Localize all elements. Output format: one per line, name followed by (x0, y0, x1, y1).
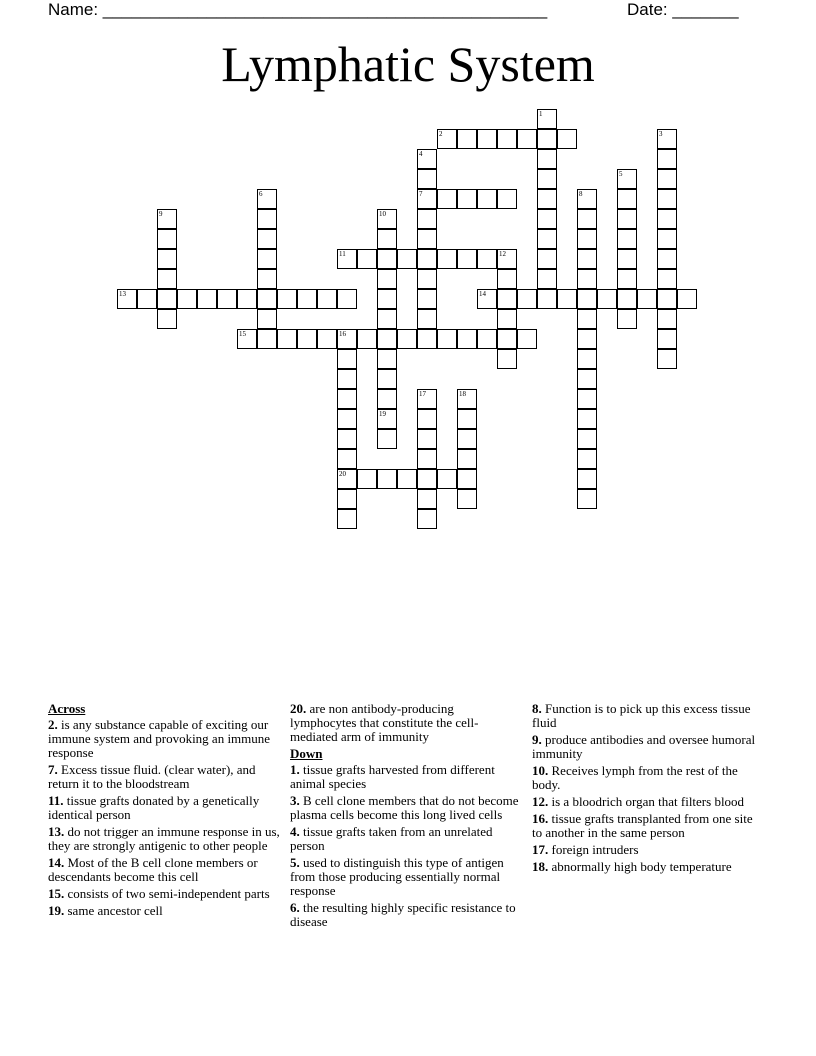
clue-number-label: 9 (159, 210, 163, 218)
grid-cell[interactable] (537, 289, 557, 309)
grid-cell[interactable] (437, 189, 457, 209)
clue-number: 16. (532, 811, 549, 826)
clue-across-2 (48, 718, 280, 760)
grid-cell[interactable] (457, 449, 477, 469)
grid-cell[interactable] (497, 349, 517, 369)
grid-cell[interactable] (417, 489, 437, 509)
grid-cell[interactable] (577, 409, 597, 429)
clue-across-13 (48, 825, 280, 853)
grid-cell[interactable] (417, 429, 437, 449)
clue-down-4 (290, 825, 522, 853)
grid-cell[interactable] (577, 189, 597, 209)
grid-cell[interactable] (597, 289, 617, 309)
clue-number: 5. (290, 855, 300, 870)
date-field-line: Date: _______ (627, 0, 739, 19)
grid-cell[interactable] (417, 309, 437, 329)
grid-cell[interactable] (457, 129, 477, 149)
clue-number-label: 3 (659, 130, 663, 138)
grid-cell[interactable] (297, 289, 317, 309)
grid-cell[interactable] (157, 309, 177, 329)
clue-number-label: 7 (419, 190, 423, 198)
clue-across-15 (48, 887, 280, 901)
grid-cell[interactable] (257, 249, 277, 269)
clue-number-label: 20 (339, 470, 346, 478)
grid-cell[interactable] (337, 369, 357, 389)
grid-cell[interactable] (477, 249, 497, 269)
clue-across-11 (48, 794, 280, 822)
grid-cell[interactable] (457, 489, 477, 509)
clue-number-label: 18 (459, 390, 466, 398)
grid-cell[interactable] (457, 429, 477, 449)
clue-number-label: 5 (619, 170, 623, 178)
clue-text: Most of the B cell clone members or descendants become this cell (48, 855, 258, 884)
grid-cell[interactable] (337, 329, 357, 349)
grid-cell[interactable] (317, 289, 337, 309)
grid-cell[interactable] (377, 349, 397, 369)
clue-across-14 (48, 856, 280, 884)
clue-number-label: 10 (379, 210, 386, 218)
clue-number: 7. (48, 762, 58, 777)
grid-cell[interactable] (577, 289, 597, 309)
grid-cell[interactable] (497, 309, 517, 329)
grid-cell[interactable] (677, 289, 697, 309)
grid-cell[interactable] (417, 149, 437, 169)
grid-cell[interactable] (417, 249, 437, 269)
grid-cell[interactable] (657, 269, 677, 289)
clue-down-17 (532, 843, 764, 857)
grid-cell[interactable] (337, 289, 357, 309)
clue-across-19 (48, 904, 280, 918)
grid-cell[interactable] (377, 249, 397, 269)
clue-text: tissue grafts harvested from different animal species (290, 762, 495, 791)
clue-text: Excess tissue fluid. (clear water), and return it to the bloodstream (48, 762, 256, 791)
clue-number-label: 12 (499, 250, 506, 258)
grid-cell[interactable] (377, 309, 397, 329)
grid-cell[interactable] (377, 209, 397, 229)
clue-number: 14. (48, 855, 65, 870)
grid-cell[interactable] (517, 329, 537, 349)
clue-down-6 (290, 901, 522, 929)
grid-cell[interactable] (457, 409, 477, 429)
grid-cell[interactable] (417, 409, 437, 429)
grid-cell[interactable] (657, 129, 677, 149)
grid-cell[interactable] (237, 289, 257, 309)
grid-cell[interactable] (497, 289, 517, 309)
grid-cell[interactable] (537, 169, 557, 189)
clue-text: produce antibodies and oversee humoral immunity (532, 732, 756, 761)
grid-cell[interactable] (417, 189, 437, 209)
clue-text: is a bloodrich organ that filters blood (551, 794, 745, 809)
grid-cell[interactable] (437, 329, 457, 349)
clue-text: abnormally high body temperature (551, 859, 732, 874)
grid-cell[interactable] (277, 289, 297, 309)
grid-cell[interactable] (657, 149, 677, 169)
clue-number-label: 11 (339, 250, 346, 258)
clue-text: Receives lymph from the rest of the body. (532, 763, 738, 792)
clue-text: tissue grafts taken from an unrelated person (290, 824, 493, 853)
clue-text: is any substance capable of exciting our immune system and provoking an immune response (48, 717, 271, 760)
clue-number-label: 16 (339, 330, 346, 338)
grid-cell[interactable] (657, 169, 677, 189)
grid-cell[interactable] (337, 409, 357, 429)
grid-cell[interactable] (377, 269, 397, 289)
grid-cell[interactable] (497, 329, 517, 349)
grid-cell[interactable] (497, 129, 517, 149)
clues-column-1 (48, 702, 280, 921)
grid-cell[interactable] (417, 469, 437, 489)
grid-cell[interactable] (477, 329, 497, 349)
grid-cell[interactable] (337, 429, 357, 449)
grid-cell[interactable] (377, 389, 397, 409)
clue-text: consists of two semi-independent parts (67, 886, 270, 901)
grid-cell[interactable] (617, 309, 637, 329)
grid-cell[interactable] (157, 229, 177, 249)
grid-cell[interactable] (577, 349, 597, 369)
grid-cell[interactable] (417, 269, 437, 289)
clue-text: do not trigger an immune response in us, they are strongly antigenic to other people (48, 824, 280, 853)
grid-cell[interactable] (157, 249, 177, 269)
grid-cell[interactable] (577, 329, 597, 349)
grid-cell[interactable] (577, 369, 597, 389)
grid-cell[interactable] (657, 189, 677, 209)
clue-number-label: 8 (579, 190, 583, 198)
clue-number-label: 14 (479, 290, 486, 298)
clue-down-10 (532, 764, 764, 792)
grid-cell[interactable] (577, 489, 597, 509)
clue-number-label: 17 (419, 390, 426, 398)
grid-cell[interactable] (237, 329, 257, 349)
grid-cell[interactable] (417, 289, 437, 309)
clues-column-2 (290, 702, 522, 932)
grid-cell[interactable] (637, 289, 657, 309)
grid-cell[interactable] (577, 249, 597, 269)
grid-cell[interactable] (357, 329, 377, 349)
grid-cell[interactable] (377, 289, 397, 309)
grid-cell[interactable] (257, 309, 277, 329)
grid-cell[interactable] (577, 429, 597, 449)
grid-cell[interactable] (657, 309, 677, 329)
clue-text: the resulting highly specific resistance to disease (290, 900, 516, 929)
grid-cell[interactable] (177, 289, 197, 309)
clue-down-8 (532, 702, 764, 730)
grid-cell[interactable] (317, 329, 337, 349)
clue-down-3 (290, 794, 522, 822)
clue-number: 2. (48, 717, 58, 732)
grid-cell[interactable] (497, 189, 517, 209)
clue-number: 6. (290, 900, 300, 915)
grid-cell[interactable] (457, 249, 477, 269)
grid-cell[interactable] (477, 189, 497, 209)
grid-cell[interactable] (657, 229, 677, 249)
clue-down-5 (290, 856, 522, 898)
grid-cell[interactable] (557, 289, 577, 309)
clue-text: tissue grafts transplanted from one site to another in the same person (532, 811, 753, 840)
grid-cell[interactable] (617, 189, 637, 209)
clue-number-label: 6 (259, 190, 263, 198)
grid-cell[interactable] (477, 129, 497, 149)
grid-cell[interactable] (257, 289, 277, 309)
clue-text: B cell clone members that do not become plasma cells become this long lived cells (290, 793, 519, 822)
grid-cell[interactable] (537, 129, 557, 149)
grid-cell[interactable] (657, 249, 677, 269)
grid-cell[interactable] (617, 169, 637, 189)
grid-cell[interactable] (617, 229, 637, 249)
grid-cell[interactable] (537, 209, 557, 229)
clue-number-label: 13 (119, 290, 126, 298)
grid-cell[interactable] (537, 149, 557, 169)
grid-cell[interactable] (357, 249, 377, 269)
grid-cell[interactable] (377, 329, 397, 349)
grid-cell[interactable] (457, 469, 477, 489)
clue-number-label: 4 (419, 150, 423, 158)
grid-cell[interactable] (417, 169, 437, 189)
grid-cell[interactable] (657, 289, 677, 309)
grid-cell[interactable] (337, 389, 357, 409)
grid-cell[interactable] (657, 349, 677, 369)
name-field-line: Name: _______________________________________________ (48, 0, 548, 19)
grid-cell[interactable] (617, 209, 637, 229)
grid-cell[interactable] (437, 249, 457, 269)
grid-cell[interactable] (137, 289, 157, 309)
clue-number-label: 15 (239, 330, 246, 338)
clue-number: 19. (48, 903, 65, 918)
grid-cell[interactable] (157, 209, 177, 229)
clue-number: 18. (532, 859, 549, 874)
grid-cell[interactable] (537, 229, 557, 249)
clue-text: same ancestor cell (67, 903, 163, 918)
grid-cell[interactable] (157, 289, 177, 309)
grid-cell[interactable] (457, 389, 477, 409)
clue-number: 4. (290, 824, 300, 839)
grid-cell[interactable] (417, 449, 437, 469)
grid-cell[interactable] (357, 469, 377, 489)
clue-number: 12. (532, 794, 549, 809)
grid-cell[interactable] (337, 469, 357, 489)
clue-number: 13. (48, 824, 65, 839)
clue-number: 11. (48, 793, 64, 808)
grid-cell[interactable] (337, 349, 357, 369)
grid-cell[interactable] (657, 209, 677, 229)
grid-cell[interactable] (337, 509, 357, 529)
clue-number: 9. (532, 732, 542, 747)
clues-column-3 (532, 702, 764, 877)
grid-cell[interactable] (337, 449, 357, 469)
grid-cell[interactable] (117, 289, 137, 309)
grid-cell[interactable] (577, 469, 597, 489)
clue-down-16 (532, 812, 764, 840)
clue-down-12 (532, 795, 764, 809)
clue-text: Function is to pick up this excess tissue fluid (532, 701, 751, 730)
clue-number: 17. (532, 842, 549, 857)
clue-number: 3. (290, 793, 300, 808)
grid-cell[interactable] (217, 289, 237, 309)
grid-cell[interactable] (537, 109, 557, 129)
grid-cell[interactable] (417, 229, 437, 249)
clue-number: 8. (532, 701, 542, 716)
grid-cell[interactable] (577, 389, 597, 409)
grid-cell[interactable] (257, 229, 277, 249)
clue-down-18 (532, 860, 764, 874)
clue-number: 15. (48, 886, 65, 901)
grid-cell[interactable] (537, 249, 557, 269)
clue-text: foreign intruders (551, 842, 639, 857)
grid-cell[interactable] (257, 209, 277, 229)
grid-cell[interactable] (457, 329, 477, 349)
grid-cell[interactable] (377, 229, 397, 249)
page-title: Lymphatic System (221, 36, 595, 92)
grid-cell[interactable] (657, 329, 677, 349)
clue-number-label: 1 (539, 110, 543, 118)
clue-text: tissue grafts donated by a genetically identical person (48, 793, 260, 822)
grid-cell[interactable] (397, 249, 417, 269)
grid-cell[interactable] (377, 469, 397, 489)
grid-cell[interactable] (497, 269, 517, 289)
grid-cell[interactable] (377, 409, 397, 429)
clue-number-label: 2 (439, 130, 443, 138)
clue-down-9 (532, 733, 764, 761)
grid-cell[interactable] (577, 209, 597, 229)
grid-cell[interactable] (557, 129, 577, 149)
grid-cell[interactable] (197, 289, 217, 309)
grid-cell[interactable] (477, 289, 497, 309)
grid-cell[interactable] (337, 249, 357, 269)
grid-cell[interactable] (397, 469, 417, 489)
grid-cell[interactable] (417, 509, 437, 529)
clue-down-1 (290, 763, 522, 791)
grid-cell[interactable] (497, 249, 517, 269)
grid-cell[interactable] (417, 209, 437, 229)
grid-cell[interactable] (517, 129, 537, 149)
grid-cell[interactable] (257, 269, 277, 289)
grid-cell[interactable] (537, 269, 557, 289)
grid-cell[interactable] (297, 329, 317, 349)
grid-cell[interactable] (337, 489, 357, 509)
grid-cell[interactable] (577, 269, 597, 289)
grid-cell[interactable] (417, 329, 437, 349)
grid-cell[interactable] (257, 329, 277, 349)
grid-cell[interactable] (157, 269, 177, 289)
grid-cell[interactable] (437, 129, 457, 149)
clue-number: 1. (290, 762, 300, 777)
grid-cell[interactable] (617, 289, 637, 309)
clue-number: 20. (290, 701, 307, 716)
grid-cell[interactable] (397, 329, 417, 349)
clue-number-label: 19 (379, 410, 386, 418)
grid-cell[interactable] (277, 329, 297, 349)
grid-cell[interactable] (377, 429, 397, 449)
grid-cell[interactable] (417, 389, 437, 409)
clue-text: used to distinguish this type of antigen from those producing essentially normal response (290, 855, 504, 898)
grid-cell[interactable] (437, 469, 457, 489)
grid-cell[interactable] (257, 189, 277, 209)
grid-cell[interactable] (517, 289, 537, 309)
grid-cell[interactable] (377, 369, 397, 389)
clue-across-20 (290, 702, 522, 744)
grid-cell[interactable] (577, 449, 597, 469)
clue-text: are non antibody-producing lymphocytes that constitute the cell-mediated arm of immunity (290, 701, 479, 744)
grid-cell[interactable] (577, 309, 597, 329)
grid-cell[interactable] (537, 189, 557, 209)
clue-number: 10. (532, 763, 549, 778)
down-heading: Down (290, 746, 323, 761)
across-heading: Across (48, 701, 86, 716)
grid-cell[interactable] (617, 249, 637, 269)
grid-cell[interactable] (457, 189, 477, 209)
grid-cell[interactable] (617, 269, 637, 289)
clue-across-7 (48, 763, 280, 791)
grid-cell[interactable] (577, 229, 597, 249)
